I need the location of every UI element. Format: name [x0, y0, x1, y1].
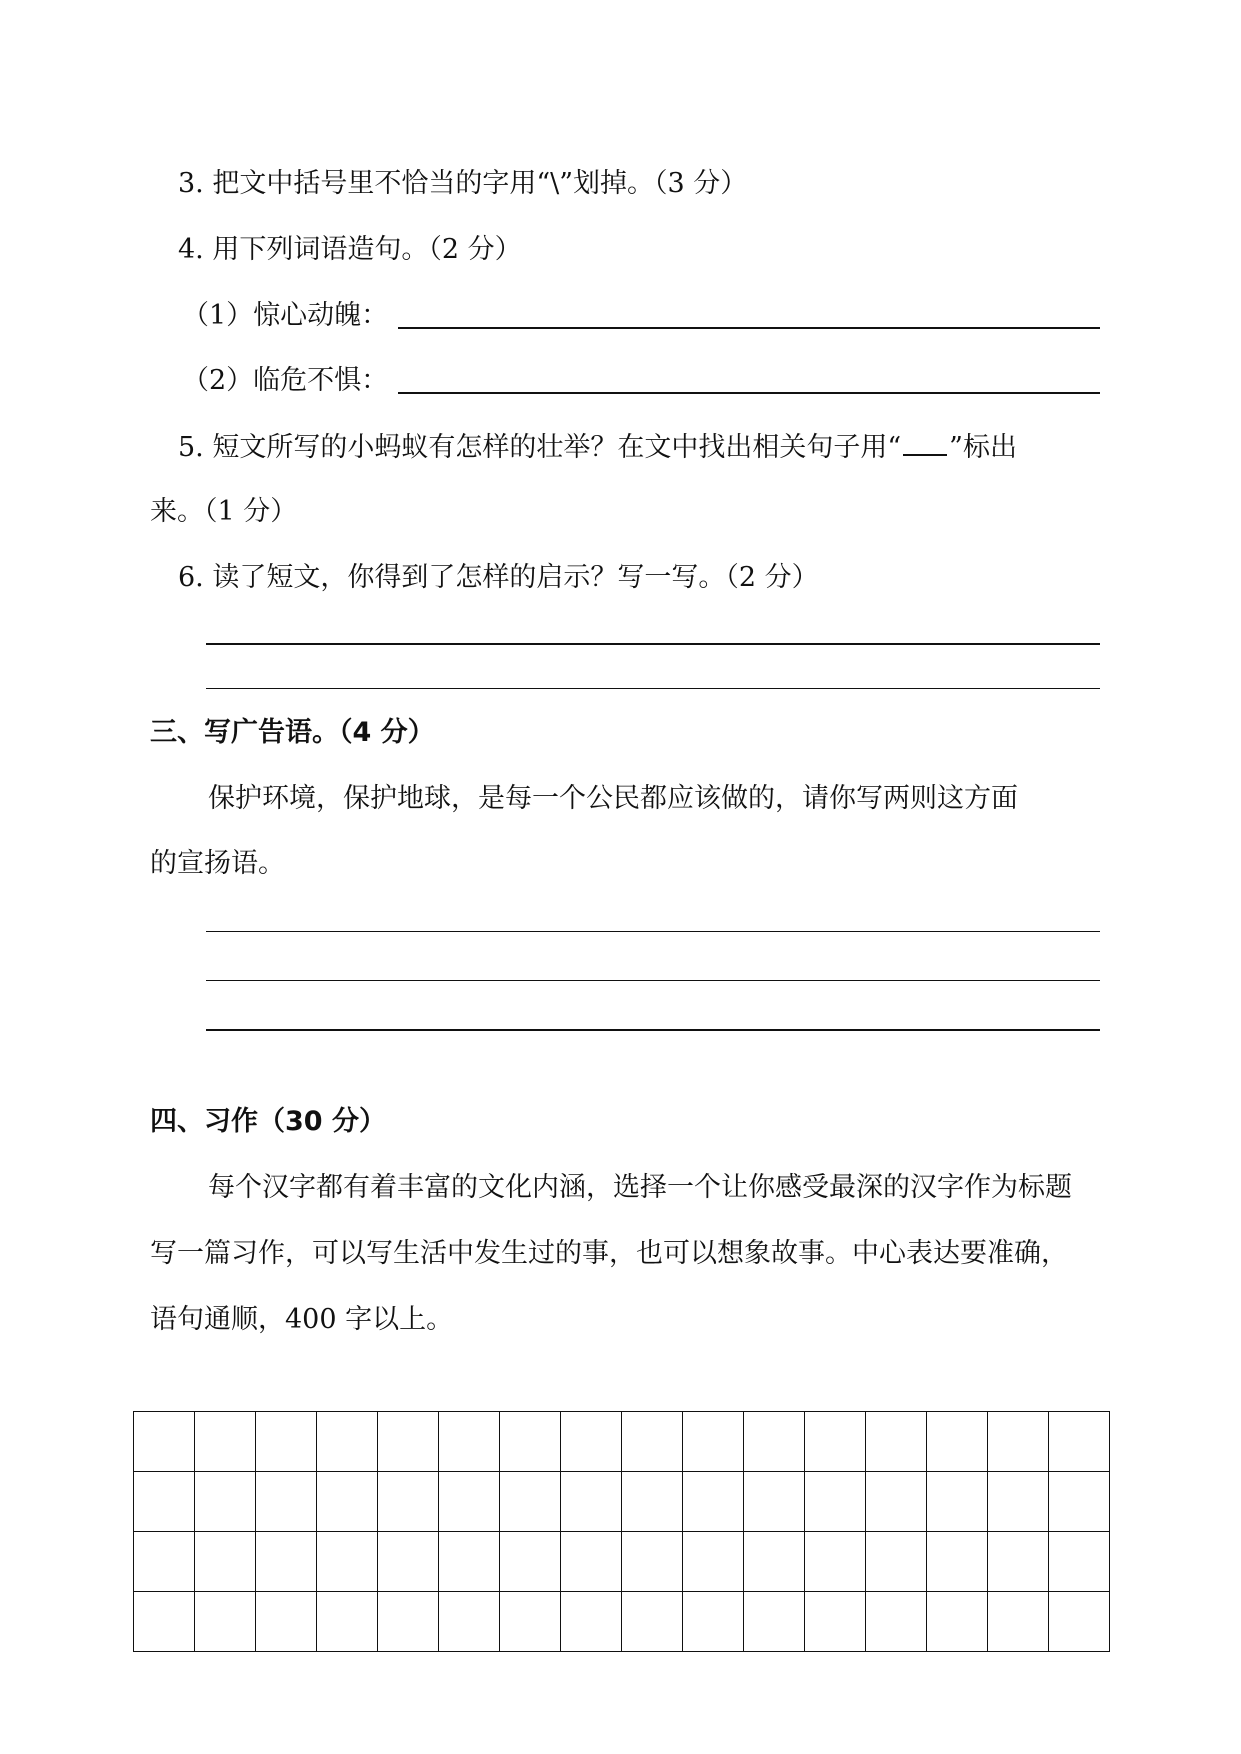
grid-cell[interactable] [195, 1532, 256, 1592]
grid-cell[interactable] [317, 1532, 378, 1592]
grid-cell[interactable] [805, 1592, 866, 1652]
question-4-item-2: （2）临危不惧： [182, 365, 389, 396]
grid-cell[interactable] [866, 1532, 927, 1592]
grid-cell[interactable] [439, 1472, 500, 1532]
grid-row [134, 1532, 1110, 1592]
question-5-continued: 来。（1 分） [150, 496, 298, 527]
grid-cell[interactable] [561, 1592, 622, 1652]
section-4-prompt-line-1: 每个汉字都有着丰富的文化内涵，选择一个让你感受最深的汉字作为标题 [208, 1172, 1072, 1203]
grid-cell[interactable] [683, 1412, 744, 1472]
grid-cell[interactable] [195, 1592, 256, 1652]
grid-cell[interactable] [134, 1412, 195, 1472]
section-3-prompt-line-1: 保护环境，保护地球，是每一个公民都应该做的，请你写两则这方面 [208, 783, 1018, 814]
grid-cell[interactable] [683, 1532, 744, 1592]
grid-cell[interactable] [256, 1592, 317, 1652]
grid-cell[interactable] [317, 1472, 378, 1532]
grid-cell[interactable] [866, 1472, 927, 1532]
grid-cell[interactable] [805, 1532, 866, 1592]
grid-cell[interactable] [1049, 1472, 1110, 1532]
grid-cell[interactable] [134, 1592, 195, 1652]
grid-cell[interactable] [744, 1532, 805, 1592]
grid-cell[interactable] [256, 1532, 317, 1592]
grid-cell[interactable] [683, 1592, 744, 1652]
grid-cell[interactable] [805, 1412, 866, 1472]
grid-cell[interactable] [561, 1532, 622, 1592]
answer-line-6-2[interactable] [206, 688, 1100, 689]
grid-cell[interactable] [439, 1532, 500, 1592]
answer-line-6-1[interactable] [206, 643, 1100, 645]
grid-cell[interactable] [866, 1412, 927, 1472]
grid-row [134, 1592, 1110, 1652]
section-3-heading: 三、写广告语。（4 分） [150, 717, 435, 748]
grid-cell[interactable] [256, 1412, 317, 1472]
grid-cell[interactable] [744, 1472, 805, 1532]
grid-cell[interactable] [500, 1472, 561, 1532]
grid-cell[interactable] [622, 1532, 683, 1592]
section-4-prompt-line-3: 语句通顺，400 字以上。 [150, 1304, 454, 1335]
grid-cell[interactable] [988, 1412, 1049, 1472]
underline-mark-sample [903, 428, 947, 456]
grid-cell[interactable] [927, 1532, 988, 1592]
section-3-prompt-line-2: 的宣扬语。 [150, 848, 285, 879]
grid-cell[interactable] [500, 1592, 561, 1652]
grid-cell[interactable] [683, 1472, 744, 1532]
grid-cell[interactable] [988, 1592, 1049, 1652]
grid-cell[interactable] [439, 1412, 500, 1472]
grid-cell[interactable] [378, 1412, 439, 1472]
grid-cell[interactable] [927, 1412, 988, 1472]
grid-cell[interactable] [561, 1412, 622, 1472]
grid-cell[interactable] [195, 1472, 256, 1532]
grid-cell[interactable] [561, 1472, 622, 1532]
grid-cell[interactable] [927, 1472, 988, 1532]
grid-cell[interactable] [622, 1412, 683, 1472]
question-5-text-a: 5. 短文所写的小蚂蚁有怎样的壮举？在文中找出相关句子用“ [178, 432, 902, 463]
grid-cell[interactable] [134, 1532, 195, 1592]
grid-cell[interactable] [378, 1592, 439, 1652]
grid-cell[interactable] [988, 1532, 1049, 1592]
grid-cell[interactable] [256, 1472, 317, 1532]
question-5-text-b: ”标出 [949, 432, 1017, 463]
grid-cell[interactable] [622, 1472, 683, 1532]
grid-cell[interactable] [378, 1472, 439, 1532]
grid-cell[interactable] [1049, 1592, 1110, 1652]
grid-cell[interactable] [1049, 1532, 1110, 1592]
grid-cell[interactable] [805, 1472, 866, 1532]
answer-line-4-1[interactable] [398, 327, 1100, 329]
grid-cell[interactable] [744, 1412, 805, 1472]
question-4-item-1: （1）惊心动魄： [182, 300, 389, 331]
section-4-prompt-line-2: 写一篇习作，可以写生活中发生过的事，也可以想象故事。中心表达要准确， [150, 1238, 1068, 1269]
grid-cell[interactable] [500, 1532, 561, 1592]
slogan-line-2[interactable] [206, 980, 1100, 981]
composition-grid [133, 1411, 1110, 1652]
grid-cell[interactable] [378, 1532, 439, 1592]
slogan-line-1[interactable] [206, 931, 1100, 932]
grid-cell[interactable] [317, 1412, 378, 1472]
grid-cell[interactable] [622, 1592, 683, 1652]
grid-cell[interactable] [439, 1592, 500, 1652]
question-6: 6. 读了短文，你得到了怎样的启示？写一写。（2 分） [178, 562, 819, 593]
question-5 [178, 428, 1017, 466]
grid-cell[interactable] [195, 1412, 256, 1472]
slogan-line-3[interactable] [206, 1029, 1100, 1031]
grid-cell[interactable] [1049, 1412, 1110, 1472]
question-3: 3. 把文中括号里不恰当的字用“\”划掉。（3 分） [178, 168, 748, 199]
grid-cell[interactable] [134, 1472, 195, 1532]
grid-row [134, 1412, 1110, 1472]
question-4: 4. 用下列词语造句。（2 分） [178, 234, 522, 265]
grid-cell[interactable] [500, 1412, 561, 1472]
grid-cell[interactable] [988, 1472, 1049, 1532]
answer-line-4-2[interactable] [398, 392, 1100, 394]
grid-cell[interactable] [744, 1592, 805, 1652]
grid-cell[interactable] [317, 1592, 378, 1652]
grid-row [134, 1472, 1110, 1532]
section-4-heading: 四、习作（30 分） [150, 1106, 386, 1137]
grid-cell[interactable] [866, 1592, 927, 1652]
grid-cell[interactable] [927, 1592, 988, 1652]
